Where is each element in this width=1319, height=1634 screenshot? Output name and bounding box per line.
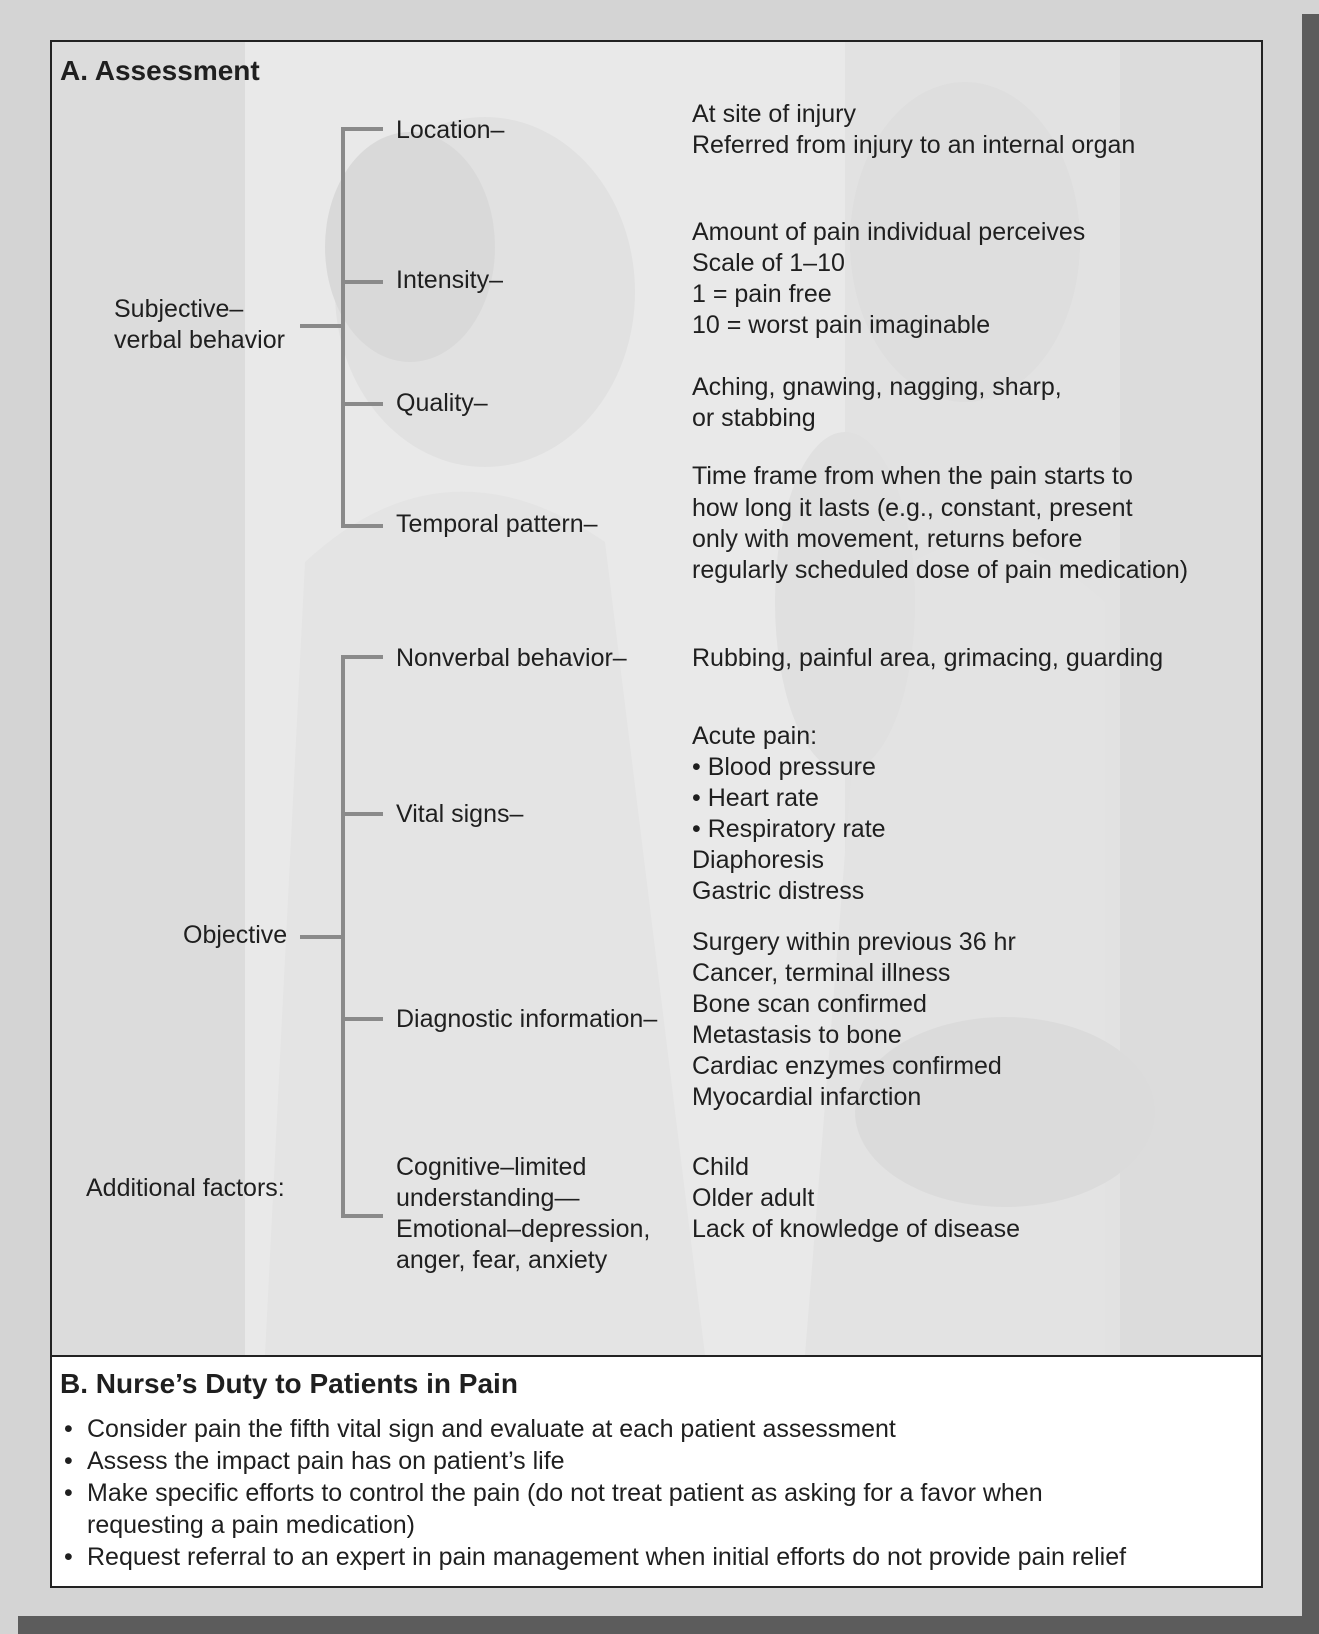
diagnostic-information-detail: Myocardial infarction <box>692 1083 922 1111</box>
subjective-label-line1: Subjective– <box>114 295 244 323</box>
nonverbal-behavior-detail: Rubbing, painful area, grimacing, guarding <box>692 644 1164 672</box>
additional-factors-label: Additional factors: <box>86 1174 285 1202</box>
bracket-tick-location <box>341 127 383 131</box>
section-a-title: A. Assessment <box>60 55 260 86</box>
location-detail: At site of injury <box>692 100 856 128</box>
vital-signs-detail: • Respiratory rate <box>692 815 886 843</box>
additional-factors-detail: Lack of knowledge of disease <box>692 1215 1020 1243</box>
diagnostic-information-label: Diagnostic information– <box>396 1005 658 1033</box>
vital-signs-detail: Gastric distress <box>692 877 865 905</box>
additional-factor-line: understanding— <box>396 1184 580 1212</box>
intensity-detail: Amount of pain individual perceives <box>692 218 1086 246</box>
duty-item: • Request referral to an expert in pain management when initial efforts do not provide pain relief <box>60 1541 1237 1573</box>
additional-factor-line: Cognitive–limited <box>396 1153 587 1181</box>
objective-bracket-stem <box>300 935 342 939</box>
temporal-pattern-detail: how long it lasts (e.g., constant, present <box>692 494 1133 522</box>
vital-signs-detail: • Blood pressure <box>692 753 876 781</box>
quality-detail: Aching, gnawing, nagging, sharp, <box>692 373 1062 401</box>
intensity-detail: 1 = pain free <box>692 280 832 308</box>
vital-signs-detail: Diaphoresis <box>692 846 825 874</box>
bracket-tick-quality <box>341 402 383 406</box>
temporal-pattern-label: Temporal pattern– <box>396 510 598 538</box>
diagnostic-information-detail: Metastasis to bone <box>692 1021 902 1049</box>
bracket-tick-temporal <box>341 524 383 528</box>
additional-factors-detail: Older adult <box>692 1184 815 1212</box>
quality-label: Quality– <box>396 389 488 417</box>
subjective-label-line2: verbal behavior <box>114 326 285 354</box>
objective-bracket-spine <box>341 656 345 1218</box>
intensity-detail: Scale of 1–10 <box>692 249 845 277</box>
bracket-tick-vital-signs <box>341 812 383 816</box>
duty-item: • Make specific efforts to control the pain (do not treat patient as asking for a favor when requesting a pain medication) <box>60 1477 1087 1541</box>
location-label: Location– <box>396 116 505 144</box>
diagnostic-information-detail: Surgery within previous 36 hr <box>692 928 1016 956</box>
bracket-tick-nonverbal <box>341 655 383 659</box>
additional-factor-line: anger, fear, anxiety <box>396 1246 608 1274</box>
bracket-tick-diagnostic <box>341 1017 383 1021</box>
temporal-pattern-detail: regularly scheduled dose of pain medication) <box>692 556 1189 584</box>
intensity-label: Intensity– <box>396 266 504 294</box>
temporal-pattern-detail: Time frame from when the pain starts to <box>692 462 1133 490</box>
additional-factors-detail: Child <box>692 1153 749 1181</box>
diagnostic-information-detail: Cardiac enzymes confirmed <box>692 1052 1002 1080</box>
location-detail: Referred from injury to an internal organ <box>692 131 1136 159</box>
intensity-detail: 10 = worst pain imaginable <box>692 311 991 339</box>
subjective-bracket-stem <box>300 324 342 328</box>
duty-item: • Consider pain the fifth vital sign and evaluate at each patient assessment <box>60 1413 1237 1445</box>
quality-detail: or stabbing <box>692 404 816 432</box>
bracket-tick-intensity <box>341 280 383 284</box>
page-shadow-bottom <box>18 1616 1319 1634</box>
page-shadow-right <box>1302 14 1319 1634</box>
pain-assessment-figure <box>50 40 1263 1588</box>
subjective-bracket-spine <box>341 128 345 528</box>
temporal-pattern-detail: only with movement, returns before <box>692 525 1083 553</box>
vital-signs-detail: Acute pain: <box>692 722 818 750</box>
nurses-duty-section <box>52 1355 1261 1588</box>
diagnostic-information-detail: Cancer, terminal illness <box>692 959 951 987</box>
diagnostic-information-detail: Bone scan confirmed <box>692 990 927 1018</box>
vital-signs-detail: • Heart rate <box>692 784 819 812</box>
objective-label: Objective <box>183 921 288 949</box>
section-b-title: B. Nurse’s Duty to Patients in Pain <box>60 1368 518 1399</box>
bracket-tick-additional <box>341 1214 383 1218</box>
nonverbal-behavior-label: Nonverbal behavior– <box>396 644 627 672</box>
duty-item: • Assess the impact pain has on patient’s life <box>60 1445 1237 1477</box>
additional-factor-line: Emotional–depression, <box>396 1215 651 1243</box>
vital-signs-label: Vital signs– <box>396 800 524 828</box>
duty-list <box>60 1413 1237 1573</box>
